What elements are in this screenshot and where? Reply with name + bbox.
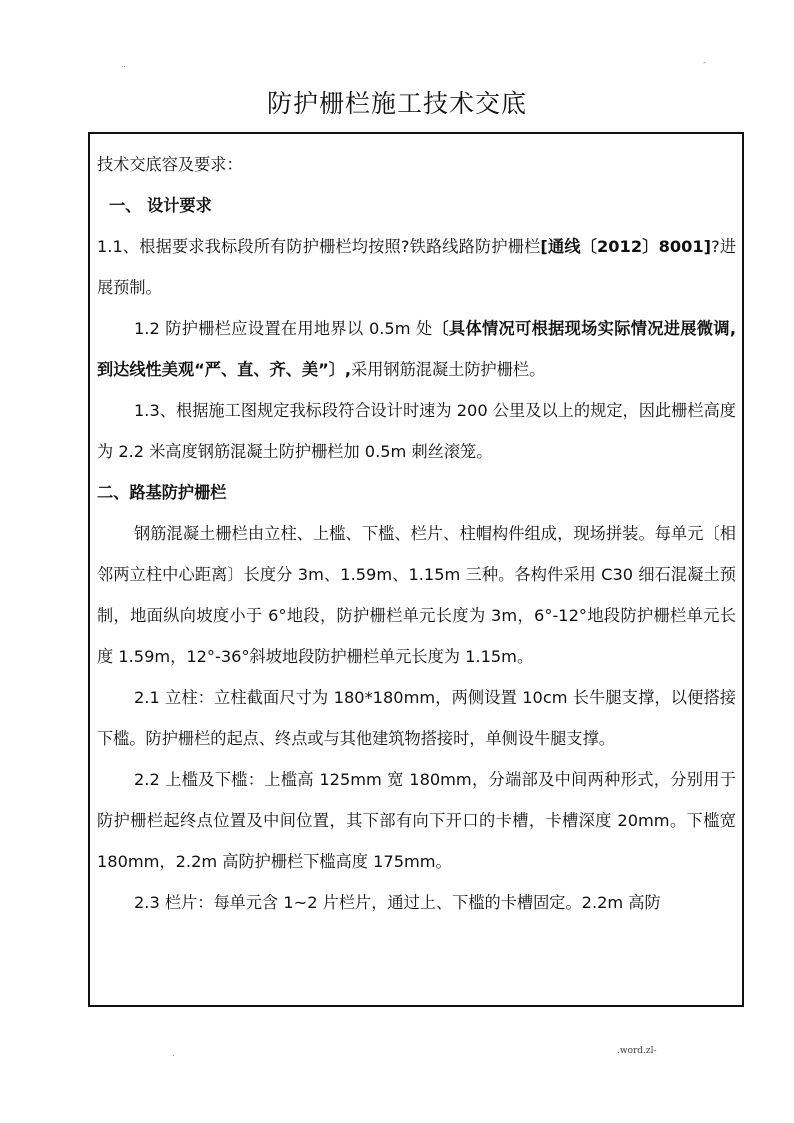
p1-2-text-a: 1.2 防护栅栏应设置在用地界以 0.5m 处	[134, 319, 433, 338]
paragraph-2-2: 2.2 上槛及下槛：上槛高 125mm 宽 180mm，分端部及中间两种形式，分别用于防护栅栏起终点位置及中间位置，其下部有向下开口的卡槽，卡槽深度 20mm。下槛宽 180mm，2.2m 高防护栅栏下槛高度 175mm。	[97, 770, 736, 871]
intro-line: 技术交底容及要求：	[97, 155, 243, 174]
section-1-heading: 一、 设计要求	[109, 196, 212, 215]
paragraph-2-0: 钢筋混凝土栅栏由立柱、上槛、下槛、栏片、柱帽构件组成，现场拼装。每单元〔相邻两立柱中心距离〕长度分 3m、1.59m、1.15m 三种。各构件采用 C30 细石混凝土预制，地面纵向坡度小于 6°地段，防护栅栏单元长度为 3m，6°-12°地段防护栅栏单元长度 1.59m，12°-36°斜坡地段防护栅栏单元长度为 1.15m。	[97, 524, 736, 666]
header-right-mark: -	[703, 58, 706, 67]
p1-2-text-c: 采用钢筋混凝土防护栅栏。	[351, 360, 546, 379]
p1-2-bold-note: 〔具体情况可根据现场实际情况进展微调,到达线性美观“严、直、齐、美”〕,	[97, 319, 736, 379]
content-body	[90, 134, 742, 923]
footer-right-mark: .word.zl-	[617, 1046, 657, 1056]
paragraph-1-1	[97, 226, 736, 308]
p1-1-text-c: ?进展预制。	[97, 237, 737, 297]
page-title: 防护栅栏施工技术交底	[266, 89, 527, 118]
paragraph-2-3: 2.3 栏片：每单元含 1~2 片栏片，通过上、下槛的卡槽固定。2.2m 高防	[134, 893, 661, 912]
content-box	[88, 132, 744, 1007]
paragraph-2-1: 2.1 立柱：立柱截面尺寸为 180*180mm，两侧设置 10cm 长牛腿支撑，以便搭接下槛。防护栅栏的起点、终点或与其他建筑物搭接时，单侧设牛腿支撑。	[97, 688, 736, 748]
header-left-mark: ..	[121, 60, 127, 69]
section-2-heading: 二、路基防护栅栏	[97, 483, 227, 502]
paragraph-1-2	[97, 308, 736, 390]
footer-left-mark: .	[172, 1049, 175, 1058]
p1-1-text-a: 1.1、根据要求我标段所有防护栅栏均按照?铁路线路防护栅栏	[97, 237, 541, 256]
p1-1-standard-code: [通线〔2012〕8001]	[540, 237, 712, 256]
paragraph-1-3: 1.3、根据施工图规定我标段符合设计时速为 200 公里及以上的规定，因此栅栏高度为 2.2 米高度钢筋混凝土防护栅栏加 0.5m 刺丝滚笼。	[97, 401, 736, 461]
